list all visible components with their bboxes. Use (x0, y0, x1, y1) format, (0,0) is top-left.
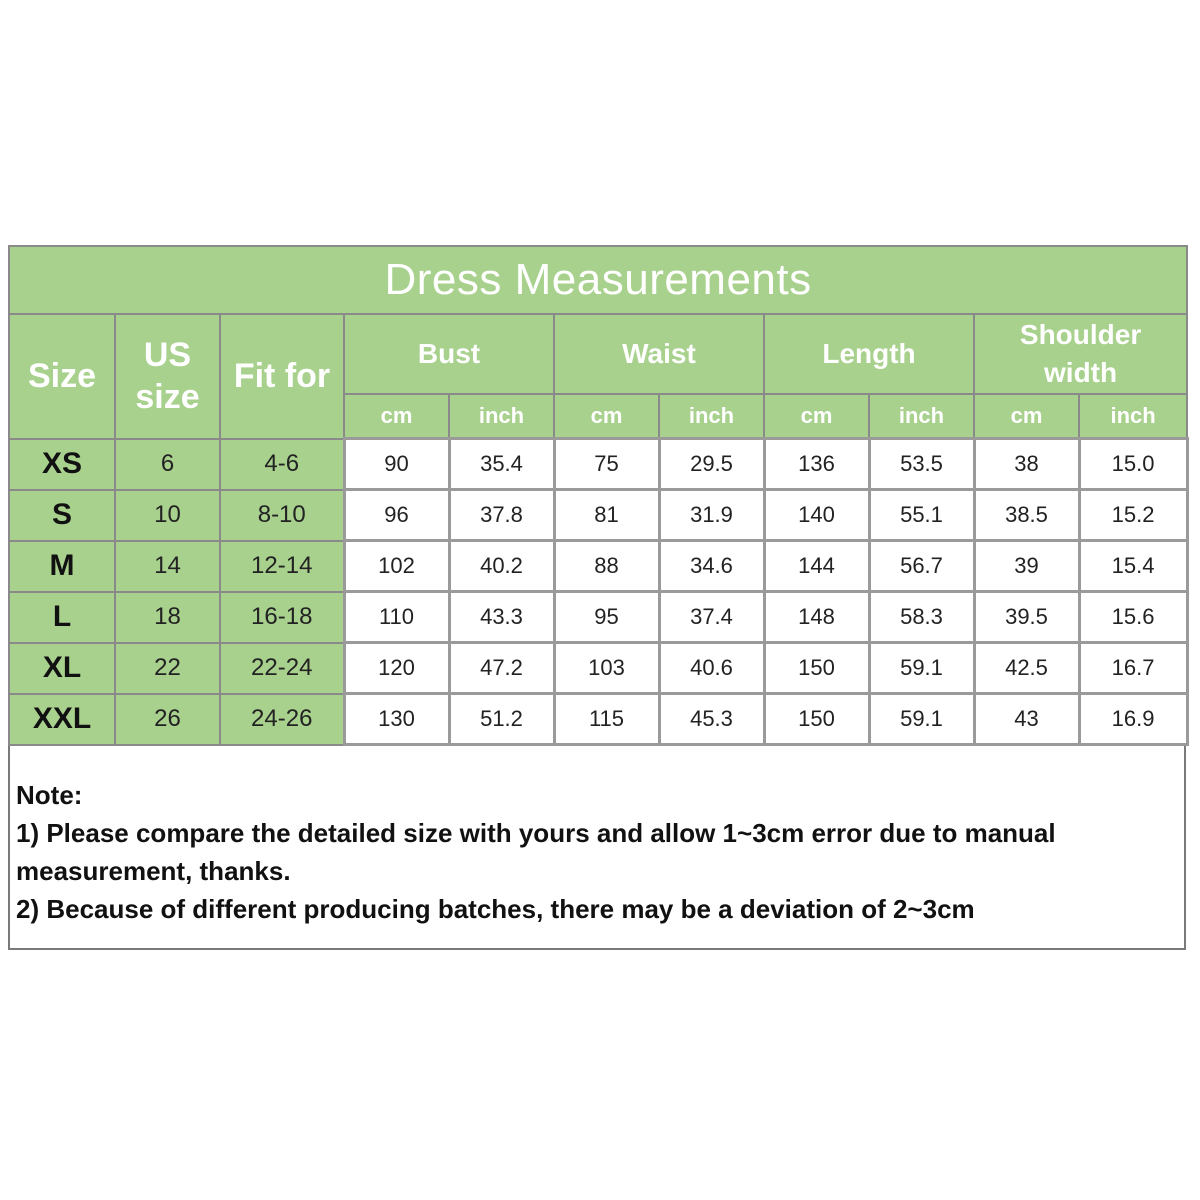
length-cm-value: 140 (764, 490, 869, 541)
header-us-size-line1: US (143, 336, 192, 375)
table-row (9, 592, 1187, 643)
bust-cm-value: 110 (344, 592, 449, 643)
shoulder-cm-value: 39.5 (974, 592, 1079, 643)
shoulder-inch-value: 15.4 (1079, 541, 1187, 592)
size-label: XS (9, 439, 115, 490)
size-chart (8, 245, 1186, 950)
size-label: XXL (9, 694, 115, 745)
note-heading: Note: (16, 780, 83, 810)
subheader-length-cm: cm (764, 394, 869, 439)
shoulder-inch-value: 15.0 (1079, 439, 1187, 490)
length-inch-value: 58.3 (869, 592, 974, 643)
header-us-size-line2: size (135, 378, 200, 417)
bust-inch-value: 37.8 (449, 490, 554, 541)
bust-inch-value: 35.4 (449, 439, 554, 490)
chart-title: Dress Measurements (9, 246, 1187, 314)
subheader-length-inch: inch (869, 394, 974, 439)
waist-inch-value: 29.5 (659, 439, 764, 490)
subheader-bust-cm: cm (344, 394, 449, 439)
shoulder-cm-value: 38 (974, 439, 1079, 490)
header-shoulder-width (974, 314, 1187, 394)
length-cm-value: 150 (764, 643, 869, 694)
fit-for-value: 4-6 (220, 439, 344, 490)
subheader-bust-inch: inch (449, 394, 554, 439)
waist-cm-value: 75 (554, 439, 659, 490)
bust-inch-value: 51.2 (449, 694, 554, 745)
shoulder-inch-value: 15.2 (1079, 490, 1187, 541)
bust-cm-value: 120 (344, 643, 449, 694)
size-label: S (9, 490, 115, 541)
header-size: Size (9, 314, 115, 439)
length-cm-value: 136 (764, 439, 869, 490)
shoulder-inch-value: 16.7 (1079, 643, 1187, 694)
header-us-size (115, 314, 220, 439)
subheader-shoulder-cm: cm (974, 394, 1079, 439)
shoulder-cm-value: 43 (974, 694, 1079, 745)
us-size-value: 26 (115, 694, 220, 745)
length-inch-value: 55.1 (869, 490, 974, 541)
fit-for-value: 24-26 (220, 694, 344, 745)
us-size-value: 22 (115, 643, 220, 694)
bust-inch-value: 40.2 (449, 541, 554, 592)
subheader-waist-inch: inch (659, 394, 764, 439)
size-label: M (9, 541, 115, 592)
size-label: L (9, 592, 115, 643)
shoulder-inch-value: 15.6 (1079, 592, 1187, 643)
fit-for-value: 22-24 (220, 643, 344, 694)
waist-inch-value: 45.3 (659, 694, 764, 745)
shoulder-cm-value: 38.5 (974, 490, 1079, 541)
table-row (9, 643, 1187, 694)
header-fit-for: Fit for (220, 314, 344, 439)
notes-section (8, 746, 1186, 950)
us-size-value: 6 (115, 439, 220, 490)
length-inch-value: 53.5 (869, 439, 974, 490)
shoulder-inch-value: 16.9 (1079, 694, 1187, 745)
waist-cm-value: 115 (554, 694, 659, 745)
bust-cm-value: 90 (344, 439, 449, 490)
length-inch-value: 59.1 (869, 694, 974, 745)
header-bust: Bust (344, 314, 554, 394)
note-line-2: measurement, thanks. (16, 856, 291, 886)
us-size-value: 18 (115, 592, 220, 643)
shoulder-cm-value: 42.5 (974, 643, 1079, 694)
header-waist: Waist (554, 314, 764, 394)
bust-cm-value: 102 (344, 541, 449, 592)
note-line-3: 2) Because of different producing batches, there may be a deviation of 2~3cm (16, 894, 975, 924)
waist-inch-value: 34.6 (659, 541, 764, 592)
waist-cm-value: 95 (554, 592, 659, 643)
waist-inch-value: 40.6 (659, 643, 764, 694)
fit-for-value: 8-10 (220, 490, 344, 541)
bust-cm-value: 130 (344, 694, 449, 745)
fit-for-value: 12-14 (220, 541, 344, 592)
length-inch-value: 59.1 (869, 643, 974, 694)
measurement-table (8, 245, 1189, 746)
header-shoulder-line1: Shoulder (1019, 319, 1142, 350)
note-line-1: 1) Please compare the detailed size with yours and allow 1~3cm error due to manual (16, 818, 1056, 848)
subheader-shoulder-inch: inch (1079, 394, 1187, 439)
bust-cm-value: 96 (344, 490, 449, 541)
table-row (9, 490, 1187, 541)
waist-inch-value: 37.4 (659, 592, 764, 643)
bust-inch-value: 43.3 (449, 592, 554, 643)
waist-cm-value: 88 (554, 541, 659, 592)
fit-for-value: 16-18 (220, 592, 344, 643)
waist-cm-value: 81 (554, 490, 659, 541)
bust-inch-value: 47.2 (449, 643, 554, 694)
length-cm-value: 150 (764, 694, 869, 745)
us-size-value: 14 (115, 541, 220, 592)
table-row (9, 694, 1187, 745)
subheader-waist-cm: cm (554, 394, 659, 439)
header-shoulder-line2: width (1044, 357, 1118, 388)
length-cm-value: 148 (764, 592, 869, 643)
length-inch-value: 56.7 (869, 541, 974, 592)
shoulder-cm-value: 39 (974, 541, 1079, 592)
table-row (9, 439, 1187, 490)
table-row (9, 541, 1187, 592)
us-size-value: 10 (115, 490, 220, 541)
size-label: XL (9, 643, 115, 694)
length-cm-value: 144 (764, 541, 869, 592)
header-length: Length (764, 314, 974, 394)
waist-cm-value: 103 (554, 643, 659, 694)
waist-inch-value: 31.9 (659, 490, 764, 541)
